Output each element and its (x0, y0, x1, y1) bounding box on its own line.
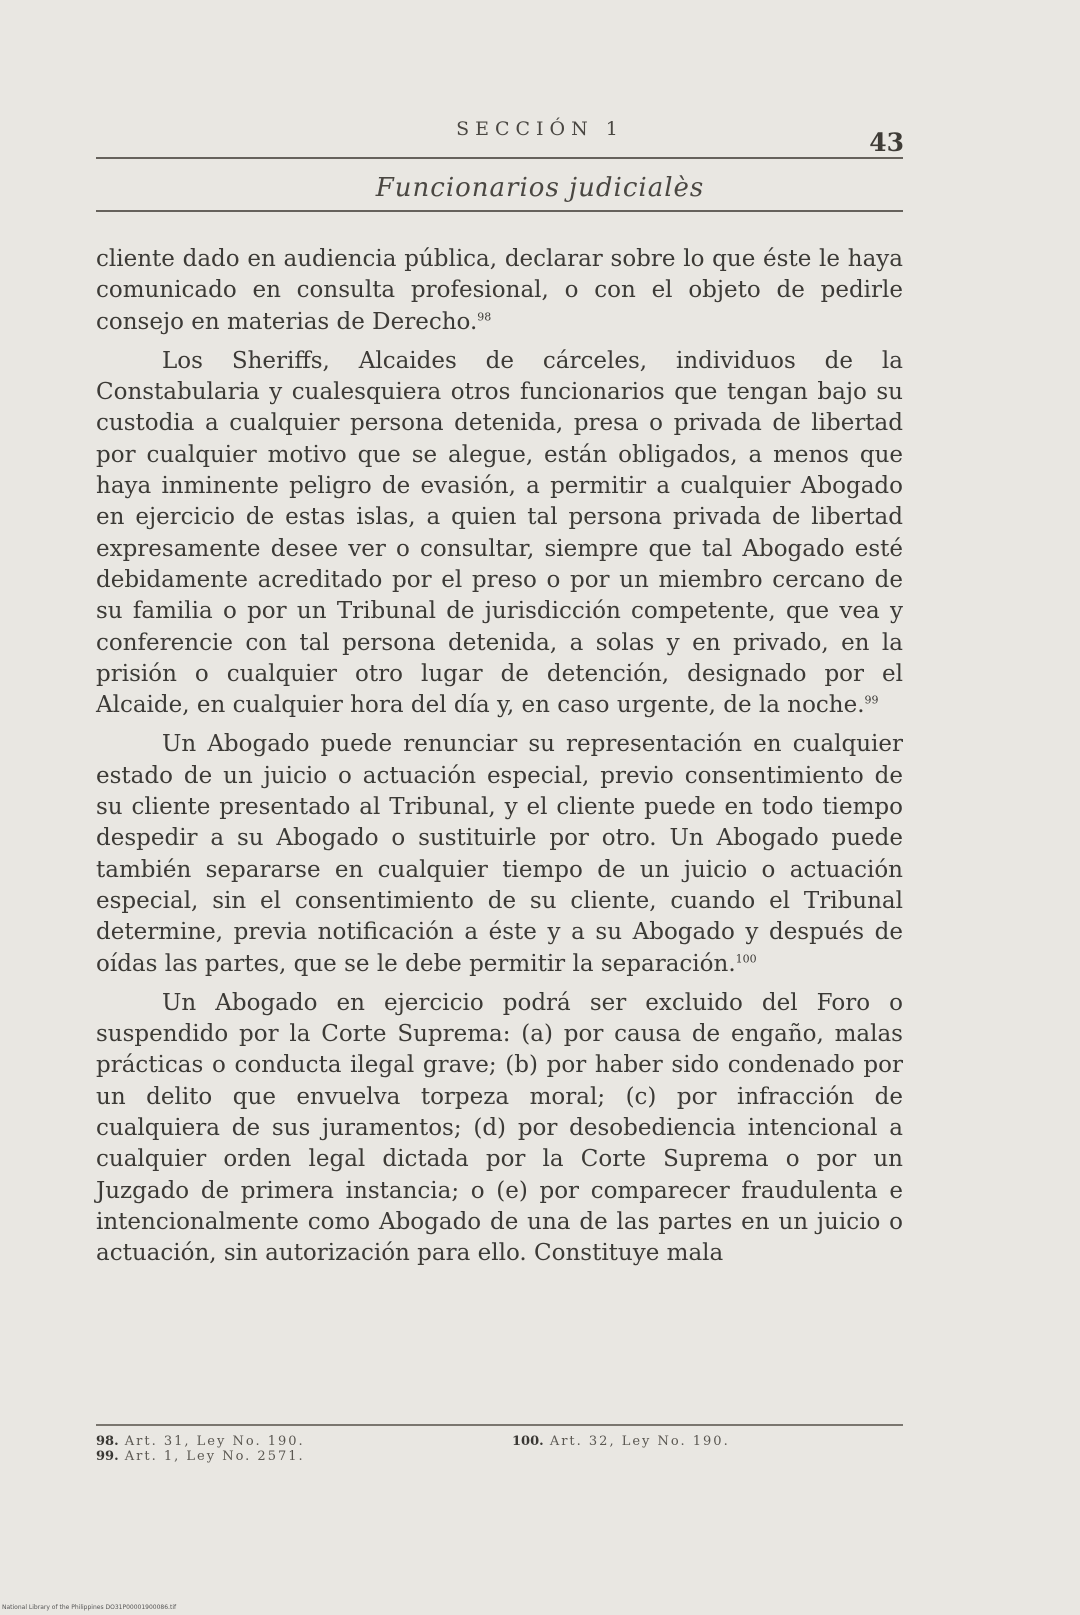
footnote-ref-100: 100 (735, 951, 757, 965)
header-rule-top (96, 157, 903, 159)
section-heading: SECCIÓN 1 (456, 118, 624, 140)
paragraph-1: cliente dado en audiencia pública, declarar sobre lo que éste le haya comunicado en consulta profesional, o con el objeto de pedirle consejo en materias de Derecho.$^{98}$ (96, 246, 903, 335)
footnote-rule (96, 1424, 903, 1426)
footnote-100: 100. Art. 32, Ley No. 190. (512, 1434, 730, 1449)
paragraph-2: Los Sheriffs, Alcaides de cárceles, individuos de la Constabularia y cualesquiera otros funcionarios que tengan bajo su custodia a cualquier persona detenida, presa o privada de libertad por cualquier motivo que se alegue, están obligados, a menos que haya inminente peligro de evasión, a permitir a cualquier Abogado en ejercicio de estas islas, a quien tal persona privada de libertad expresamente desee ver o consultar, siempre que tal Abogado esté debidamente acreditado por el preso o por un miembro cercano de su familia o por un Tribunal de jurisdicción competente, que vea y conferencie con tal persona detenida, a solas y en privado, en la prisión o cualquier otro lugar de detención, designado por el Alcaide, en cualquier hora del día y, en caso urgente, de la noche.$^{99}$ (96, 347, 903, 719)
body-text (96, 244, 903, 1278)
footnote-98: 98. Art. 31, Ley No. 190. (96, 1434, 305, 1449)
footnote-ref-98: 98 (477, 309, 492, 323)
footnote-99: 99. Art. 1, Ley No. 2571. (96, 1449, 305, 1464)
header-rule-bottom (96, 210, 903, 212)
footnote-ref-99: 99 (864, 693, 879, 707)
running-title: Funcionarios judicialès (375, 173, 705, 203)
scan-label: National Library of the Philippines DO31P00001900086.tif (2, 1604, 177, 1611)
page-number: 43 (869, 128, 904, 157)
paragraph-3: Un Abogado puede renunciar su representación en cualquier estado de un juicio o actuación especial, previo consentimiento de su cliente presentado al Tribunal, y el cliente puede en todo tiempo despedir a su Abogado o sustituirle por otro. Un Abogado puede también separarse en cualquier tiempo de un juicio o actuación especial, sin el consentimiento de su cliente, cuando el Tribunal determine, previa notificación a éste y a su Abogado y después de oídas las partes, que se le debe permitir la separación.$^{100}$ (96, 731, 903, 977)
paragraph-4: Un Abogado en ejercicio podrá ser excluido del Foro o suspendido por la Corte Suprema: (a) por causa de engaño, malas prácticas o conducta ilegal grave; (b) por haber sido condenado por un delito que envuelva torpeza moral; (c) por infracción de cualquiera de sus juramentos; (d) por desobediencia intencional a cualquier orden legal dictada por la Corte Suprema o por un Juzgado de primera instancia; o (e) por comparecer fraudulenta e intencionalmente como Abogado de una de las partes en un juicio o actuación, sin autorización para ello. Constituye mala (96, 989, 903, 1267)
